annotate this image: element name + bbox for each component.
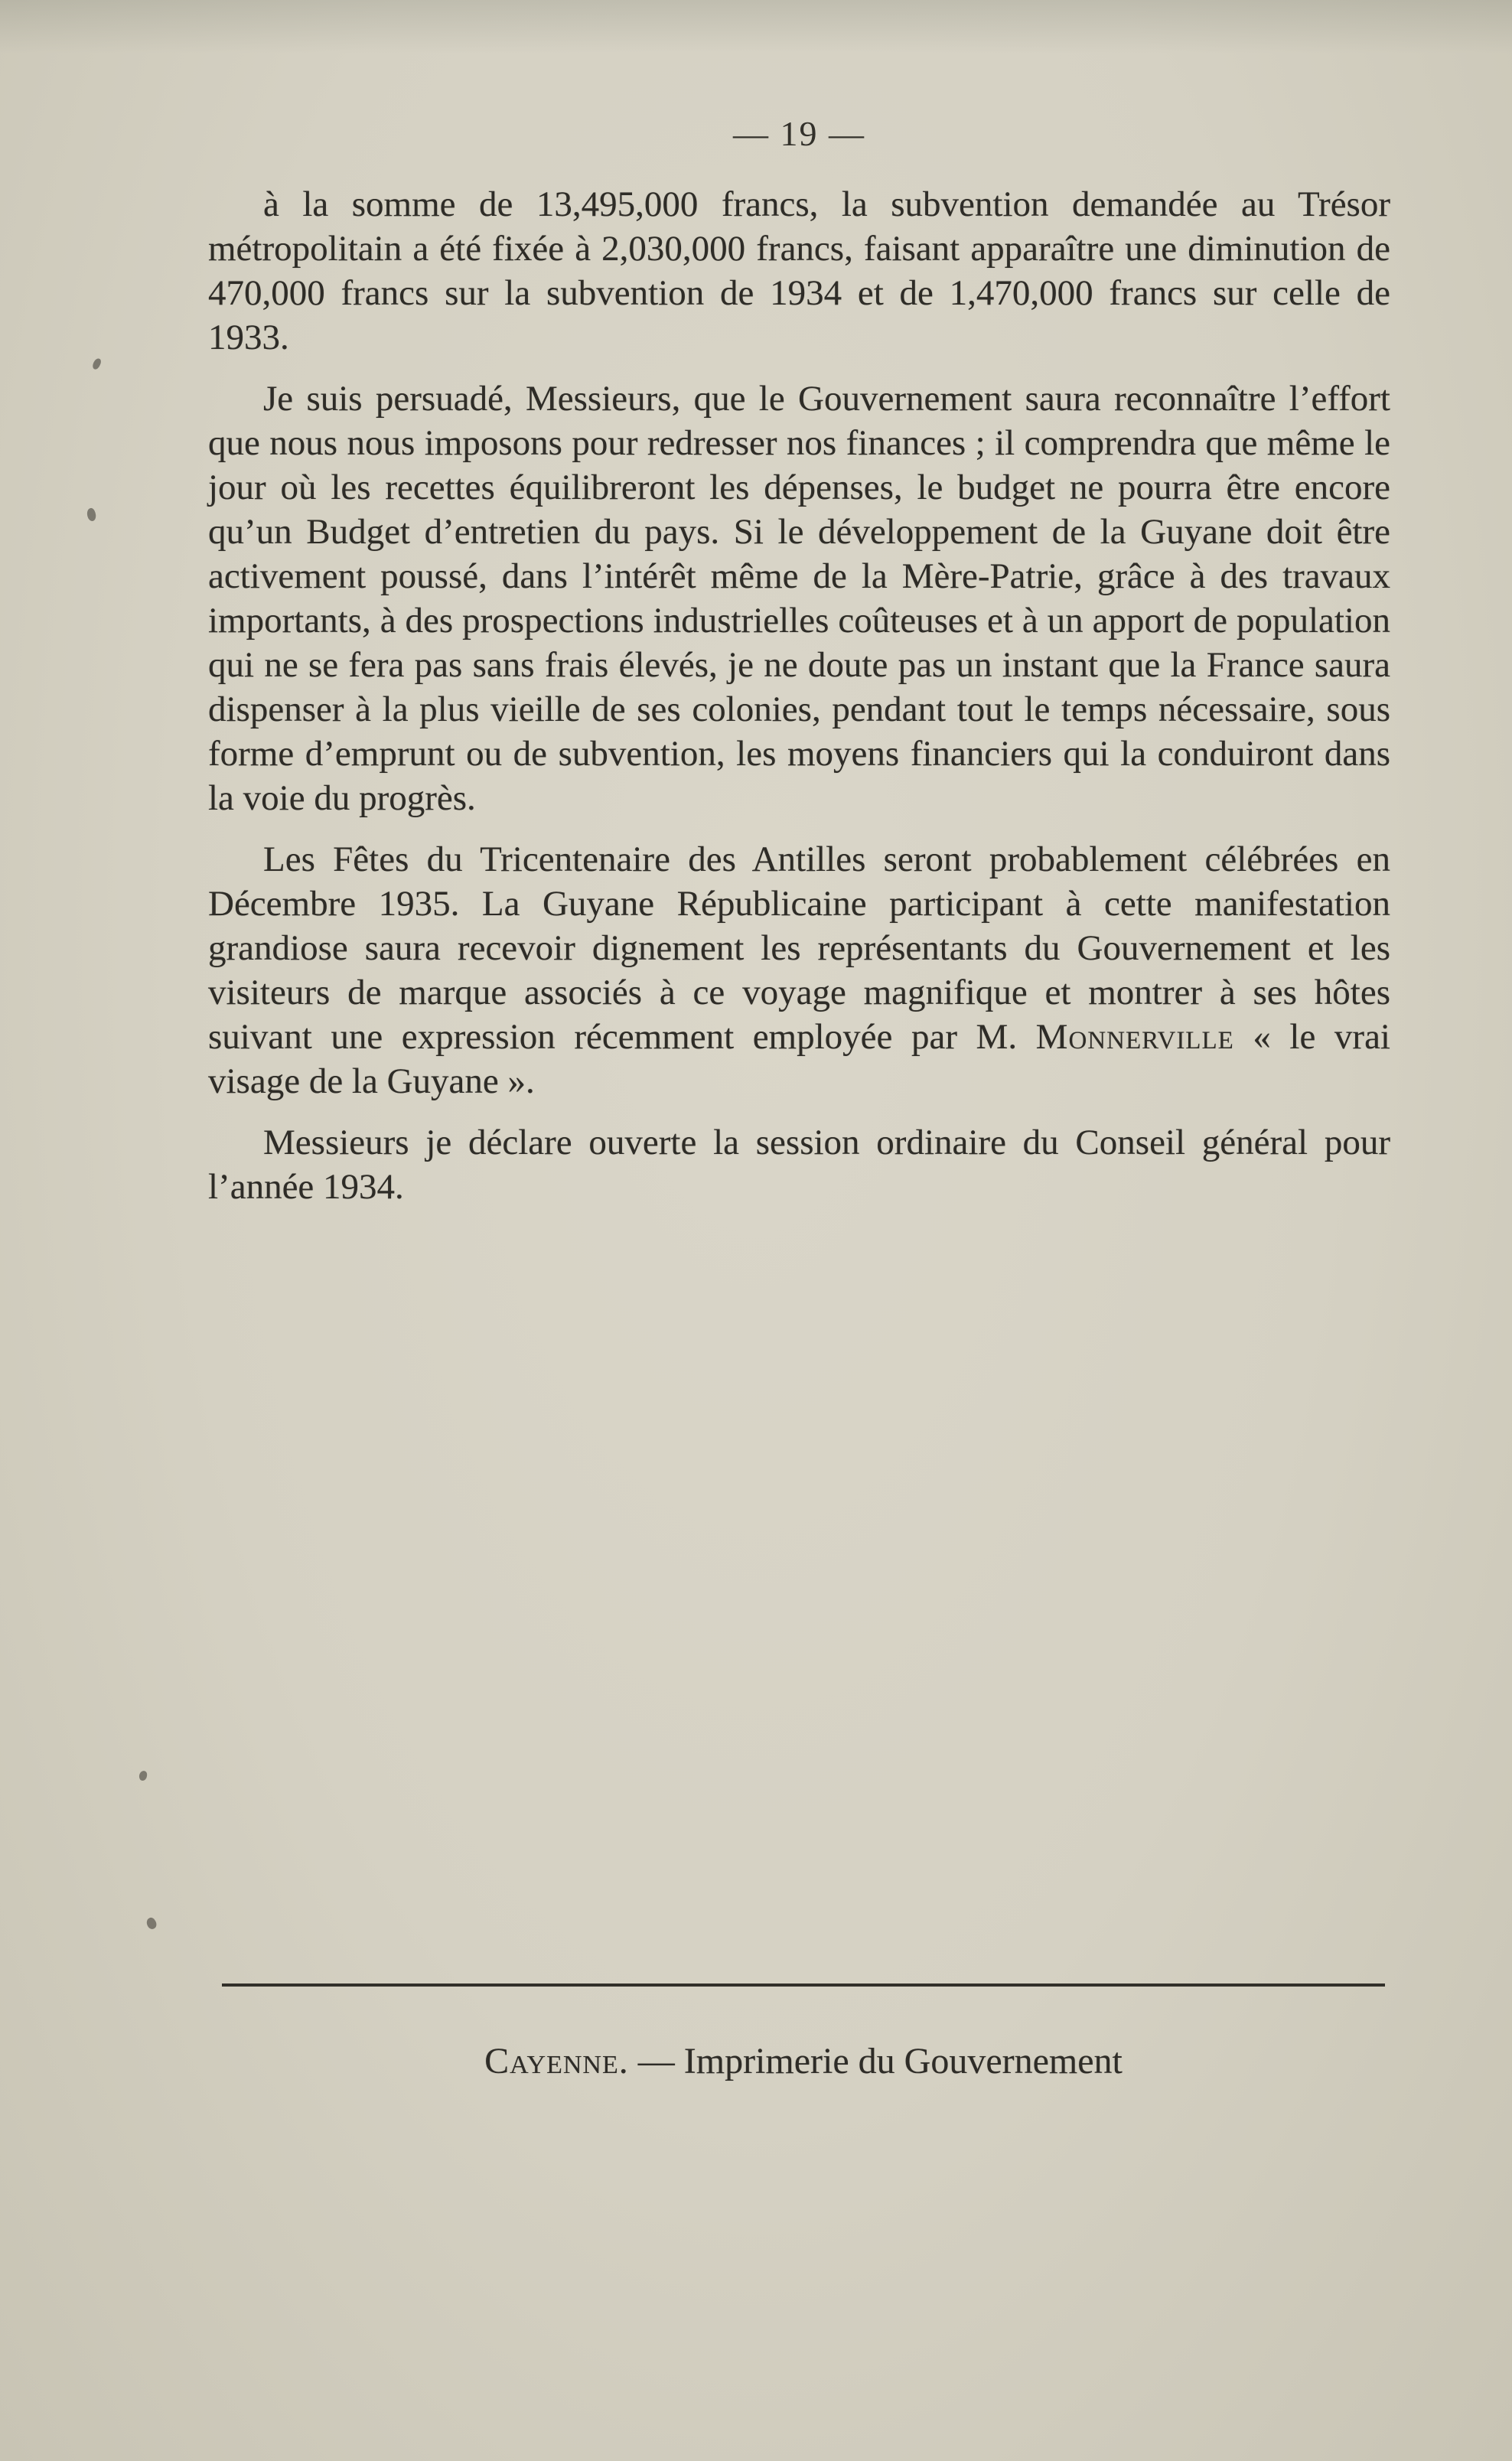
footer-rule bbox=[222, 1983, 1385, 1987]
paragraph-session-ouverte: Messieurs je déclare ouverte la session ordinaire du Conseil général pour l’année 1934. bbox=[208, 1123, 1390, 1207]
paragraph-tricentenaire-text: Les Fêtes du Tricentenaire des Antilles seront probablement célébrées en Décembre 1935. La Guyane Républicaine participant à cette manifestation grandiose saura recevoir dignement les représentants du Gouvernement et les visiteurs de marque associés à ce voyage magnifique et montrer à ses hôtes suivant une expression récemment employée par M. bbox=[208, 839, 1390, 1057]
text-block bbox=[208, 182, 1390, 1209]
paragraph-tricentenaire bbox=[208, 837, 1390, 1103]
paragraph-tricentenaire-quote: « le vrai visage de la Guyane ». bbox=[208, 1017, 1390, 1101]
imprint-line bbox=[222, 2040, 1385, 2082]
page-number: — 19 — bbox=[733, 114, 865, 153]
ink-speck bbox=[86, 507, 97, 522]
paragraph-subvention: à la somme de 13,495,000 francs, la subvention demandée au Trésor métropolitain a été fixée à 2,030,000 francs, faisant apparaître une diminution de 470,000 francs sur la subvention de 1934 et de 1,470,000 francs sur celle de 1933. bbox=[208, 184, 1390, 357]
imprint-text: — Imprimerie du Gouvernement bbox=[628, 2041, 1123, 2081]
monnerville-name: Monnerville bbox=[1035, 1017, 1234, 1057]
ink-speck bbox=[138, 1770, 148, 1781]
ink-speck bbox=[92, 357, 103, 370]
ink-speck bbox=[145, 1916, 158, 1931]
imprint-city: Cayenne. bbox=[484, 2041, 629, 2081]
paragraph-persuade: Je suis persuadé, Messieurs, que le Gouvernement saura reconnaître l’effort que nous nous imposons pour redresser nos finances ; il comprendra que même le jour où les recettes équilibreront les dépenses, le budget ne pourra être encore qu’un Budget d’entretien du pays. Si le développement de la Guyane doit être activement poussé, dans l’intérêt même de la Mère-Patrie, grâce à des travaux importants, à des prospections industrielles coûteuses et à un apport de population qui ne se fera pas sans frais élevés, je ne doute pas un instant que la France saura dispenser à la plus vieille de ses colonies, pendant tout le temps nécessaire, sous forme d’emprunt ou de subvention, les moyens financiers qui la conduiront dans la voie du progrès. bbox=[208, 379, 1390, 818]
